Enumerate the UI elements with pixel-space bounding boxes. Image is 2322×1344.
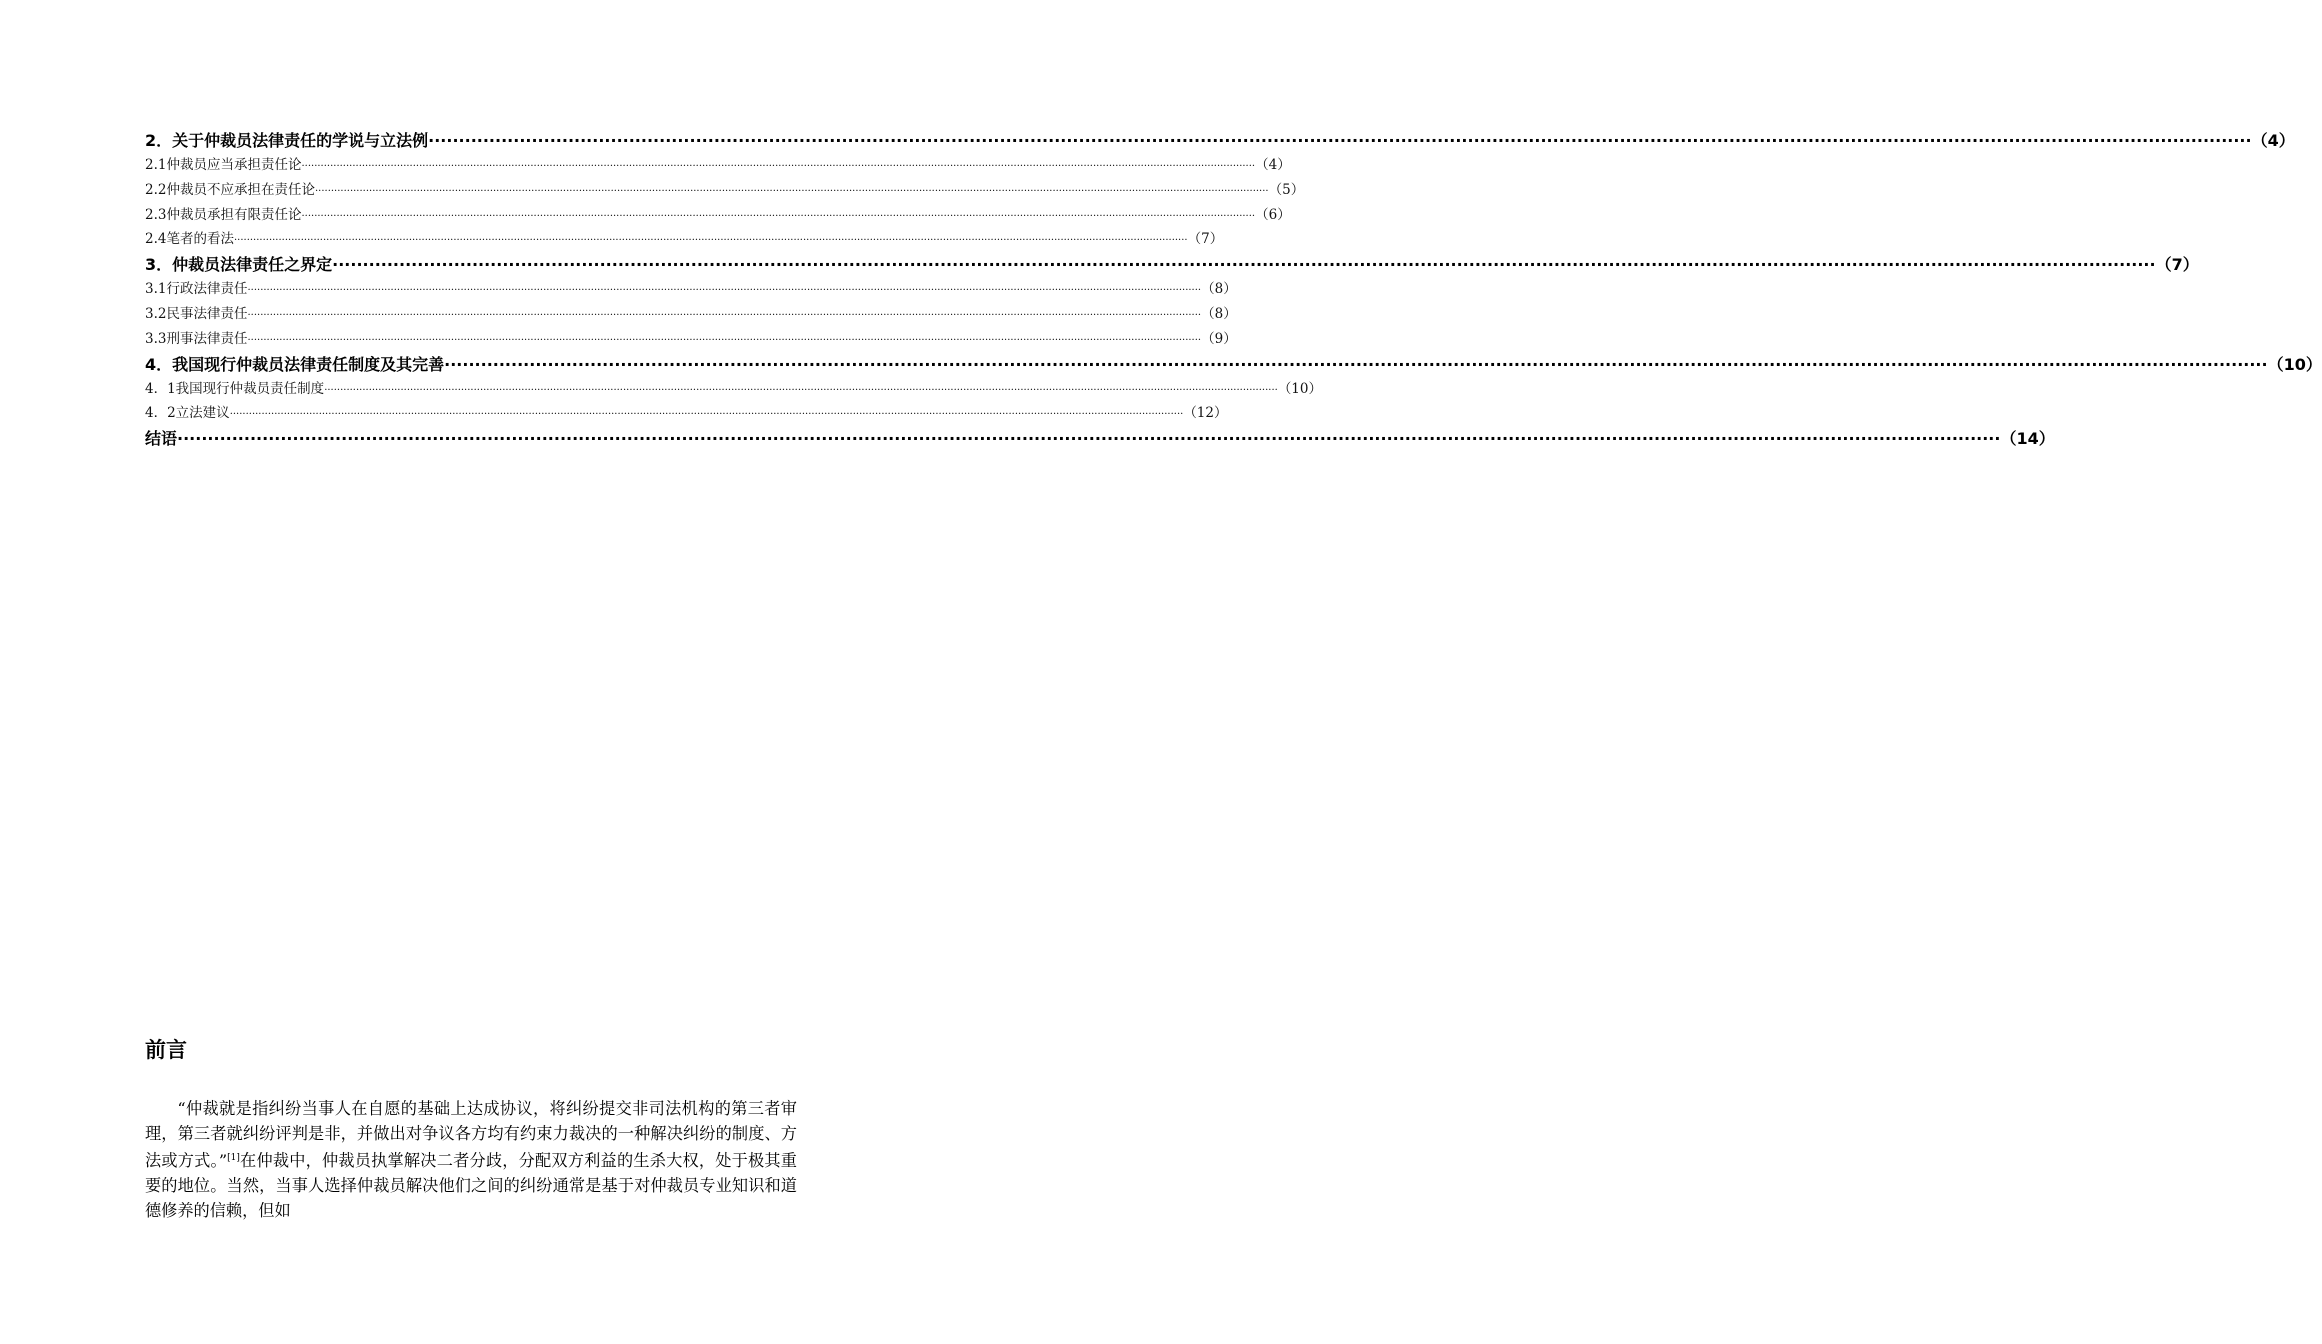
toc-entry-label: 2.2仲裁员不应承担在责任论 [145, 181, 315, 198]
toc-leader-dots: ············································································································································································································································································································ [177, 429, 2001, 449]
toc-chapter-entry[interactable] [145, 352, 2322, 377]
toc-leader-dots: ············································································································································································································································································································ [444, 354, 2268, 374]
toc-entry-label: 2.3仲裁员承担有限责任论 [145, 206, 302, 223]
toc-entry-page: （7） [1187, 231, 1224, 248]
toc-entry-label: 4．2立法建议 [145, 405, 230, 422]
toc-leader-dots: ············································································································································································································································································································ [332, 255, 2156, 275]
toc-entry-page: （14） [2000, 429, 2055, 449]
toc-entry-label: 3.1行政法律责任 [145, 281, 248, 298]
toc-entry-page: （12） [1183, 405, 1228, 422]
footnote-ref[interactable]: [1] [227, 1153, 240, 1163]
preface-paragraph [145, 1096, 797, 1223]
toc-entry-label: 2.1仲裁员应当承担责任论 [145, 157, 302, 173]
toc-section-entry[interactable] [145, 377, 1322, 402]
toc-section-entry[interactable] [145, 203, 1291, 228]
toc-leader-dots: ············································································································································································································································································································ [301, 161, 1256, 172]
toc-entry-label: 2．关于仲裁员法律责任的学说与立法例 [145, 131, 429, 150]
toc-leader-dots: ············································································································································································································································································································ [301, 210, 1256, 222]
toc-leader-dots: ············································································································································································································································································································ [428, 131, 2252, 150]
toc-entry-page: （8） [1201, 305, 1237, 322]
toc-chapter-entry[interactable] [145, 128, 2295, 153]
toc-section-entry[interactable] [145, 327, 1237, 352]
toc-leader-dots: ············································································································································································································································································································ [233, 235, 1188, 247]
toc-entry-page: （9） [1201, 330, 1237, 347]
toc-leader-dots: ············································································································································································································································································································ [247, 285, 1202, 297]
toc-entry-label: 结语 [145, 429, 178, 449]
toc-entry-page: （5） [1268, 181, 1305, 198]
toc-section-entry[interactable] [145, 153, 1291, 178]
toc-chapter-entry[interactable] [145, 252, 2199, 277]
toc-section-entry[interactable] [145, 401, 1228, 426]
toc-leader-dots: ············································································································································································································································································································ [247, 309, 1202, 321]
table-of-contents [145, 128, 2322, 451]
toc-entry-label: 3．仲裁员法律责任之界定 [145, 255, 333, 275]
toc-section-entry[interactable] [145, 277, 1237, 302]
toc-leader-dots: ············································································································································································································································································································ [314, 185, 1269, 197]
toc-entry-page: （7） [2155, 255, 2199, 275]
preface-text-continued: 在仲裁中，仲裁员执掌解决二者分歧，分配双方利益的生杀大权，处于极其重要的地位。当然，当事人选择仲裁员解决他们之间的纠纷通常是基于对仲裁员专业知识和道德修养的信赖，但如 [145, 1151, 797, 1220]
toc-entry-page: （10） [1277, 380, 1322, 397]
preface-text-quote: “仲裁就是指纠纷当事人在自愿的基础上达成协议，将纠纷提交非司法机构的第三者审理，第三者就纠纷评判是非，并做出对争议各方均有约束力裁决的一种解决纠纷的制度、方法或方式。” [145, 1099, 797, 1170]
toc-entry-page: （4） [2251, 131, 2295, 150]
toc-leader-dots: ············································································································································································································································································································ [324, 384, 1278, 396]
toc-chapter-entry[interactable] [145, 426, 2055, 451]
toc-entry-label: 3.3刑事法律责任 [145, 330, 248, 347]
toc-section-entry[interactable] [145, 227, 1224, 252]
toc-entry-page: （6） [1255, 206, 1291, 223]
toc-leader-dots: ············································································································································································································································································································ [247, 334, 1202, 346]
toc-section-entry[interactable] [145, 178, 1305, 203]
toc-section-entry[interactable] [145, 302, 1237, 327]
toc-leader-dots: ············································································································································································································································································································ [229, 409, 1184, 421]
toc-entry-label: 4．我国现行仲裁员法律责任制度及其完善 [145, 354, 445, 374]
toc-entry-page: （8） [1201, 281, 1237, 298]
preface-title: 前言 [145, 1038, 187, 1062]
toc-entry-label: 3.2民事法律责任 [145, 305, 248, 322]
toc-entry-page: （10） [2267, 354, 2322, 374]
toc-entry-page: （4） [1255, 157, 1291, 173]
toc-entry-label: 4．1我国现行仲裁员责任制度 [145, 380, 325, 397]
toc-entry-label: 2.4笔者的看法 [145, 231, 234, 248]
